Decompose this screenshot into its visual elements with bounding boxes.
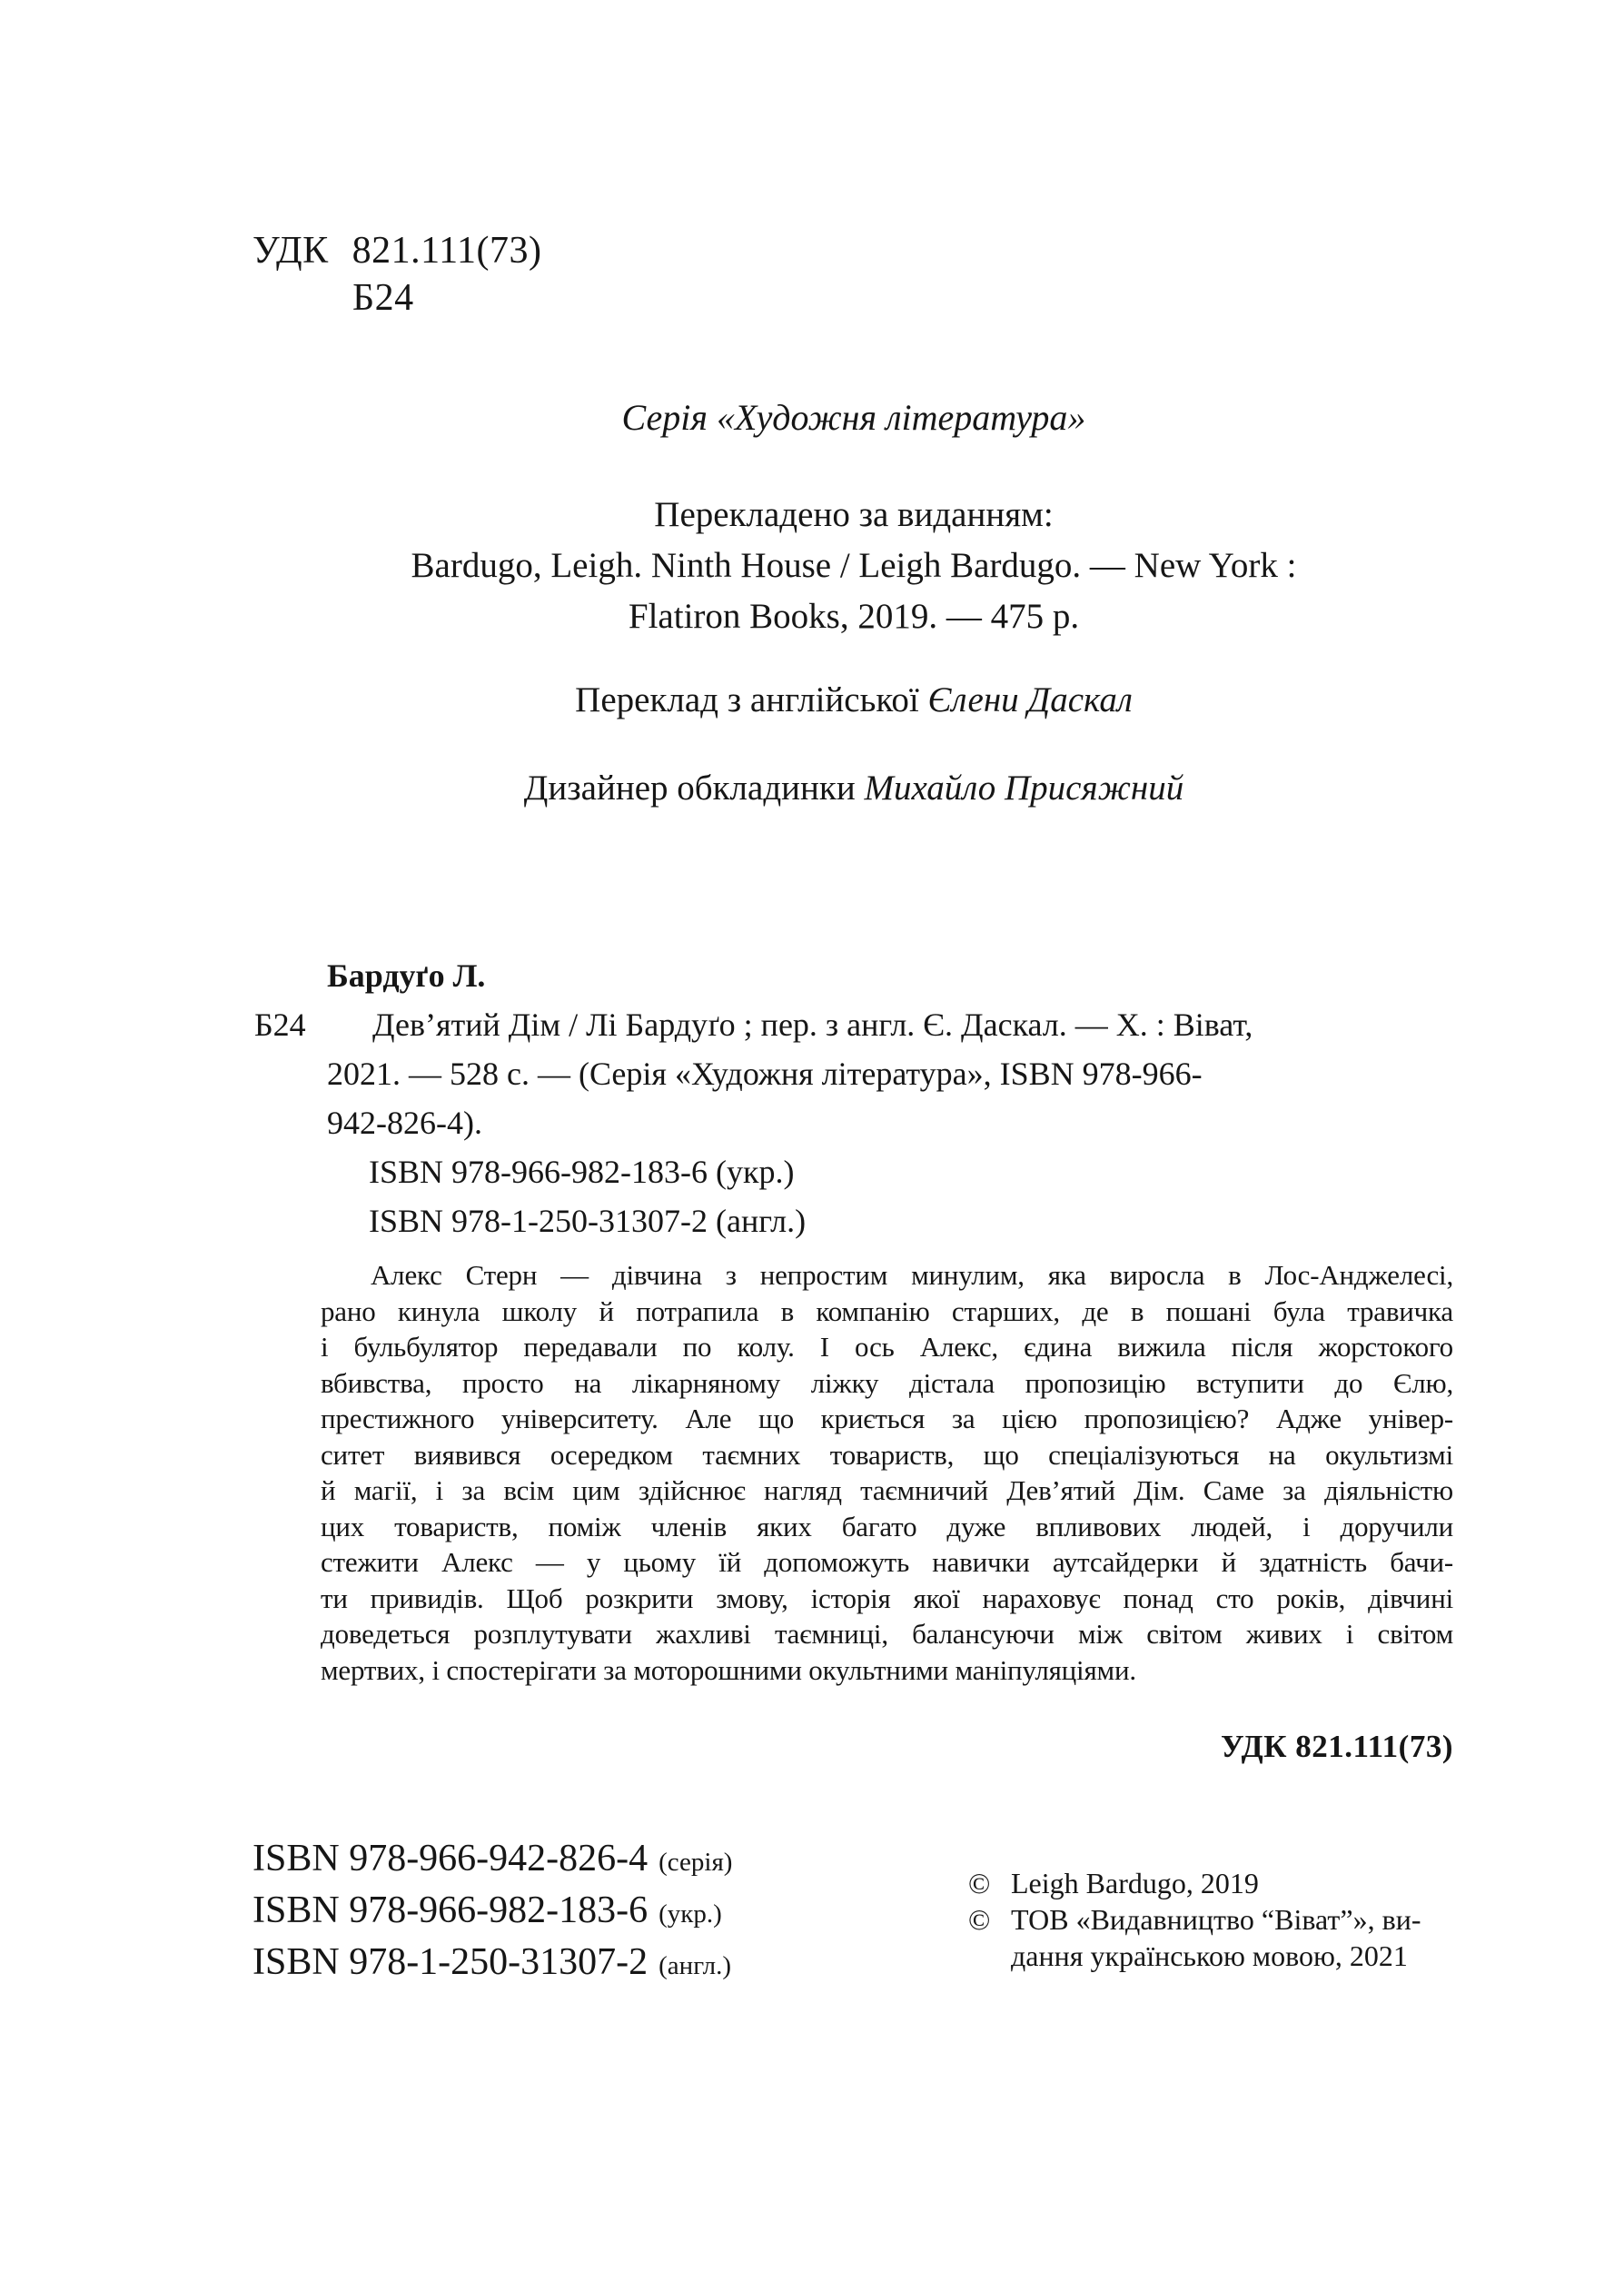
annotation-line: ситет виявився осередком таємних товариств, що спеціалізуються на окультизмі bbox=[321, 1438, 1453, 1471]
isbn-note: (англ.) bbox=[659, 1951, 731, 1980]
isbn-row bbox=[253, 1939, 732, 1990]
copyright-row bbox=[968, 1865, 1421, 1901]
catalog-entry-line2: 2021. — 528 с. — (Серія «Художня література», ISBN 978-966- bbox=[327, 1056, 1203, 1092]
udc-top-block bbox=[253, 227, 542, 322]
annotation-paragraph bbox=[321, 1257, 1453, 1688]
annotation-line: і бульбулятор передавали по колу. І ось Алекс, єдина вижила після жорстокого bbox=[321, 1331, 1453, 1363]
isbn-note: (укр.) bbox=[659, 1899, 722, 1929]
source-edition-line2: Flatiron Books, 2019. — 475 p. bbox=[628, 597, 1080, 636]
designer-name: Михайло Присяжний bbox=[864, 769, 1184, 808]
isbn-row bbox=[253, 1835, 732, 1887]
copyright-text: дання українською мовою, 2021 bbox=[1011, 1939, 1408, 1972]
udc-top-line bbox=[253, 227, 542, 274]
annotation-line: й магії, і за всім цим здійснює нагляд таємничий Дев’ятий Дім. Саме за діяльністю bbox=[321, 1474, 1453, 1506]
copyright-text: ТОВ «Видавництво “Віват”», ви- bbox=[1011, 1903, 1421, 1936]
catalog-entry-line1 bbox=[254, 1000, 1462, 1049]
catalog-author: Бардуґо Л. bbox=[327, 957, 486, 994]
annotation-line: цих товариств, поміж членів яких багато дуже впливових людей, і доручили bbox=[321, 1510, 1453, 1542]
copyright-row bbox=[968, 1901, 1421, 1938]
udc-bottom: УДК 821.111(73) bbox=[1220, 1729, 1453, 1764]
annotation-line: мертвих, і спостерігати за моторошними окультними маніпуляціями. bbox=[321, 1653, 1136, 1686]
catalog-entry-line3: 942-826-4). bbox=[327, 1105, 482, 1141]
annotation-line: рано кинула школу й потрапила в компанію старших, де в пошані була травичка bbox=[321, 1294, 1453, 1327]
annotation-line: стежити Алекс — у цьому їй допоможуть навички аутсайдерки й здатність бачи- bbox=[321, 1546, 1453, 1578]
copyright-symbol: © bbox=[968, 1867, 991, 1899]
isbn-list bbox=[253, 1835, 732, 1990]
annotation-line: доведеться розплутувати жахливі таємниці, балансуючи між світом живих і світом bbox=[321, 1618, 1453, 1650]
source-edition-line1: Bardugo, Leigh. Ninth House / Leigh Bardugo. — New York : bbox=[411, 546, 1297, 585]
copyright-text: Leigh Bardugo, 2019 bbox=[1011, 1867, 1259, 1899]
catalog-isbn-ukr: ISBN 978-966-982-183-6 (укр.) bbox=[369, 1154, 795, 1190]
isbn-row bbox=[253, 1887, 732, 1939]
isbn-note: (серія) bbox=[659, 1848, 733, 1877]
translated-from-heading: Перекладено за виданням: bbox=[654, 495, 1054, 534]
translated-from-block bbox=[254, 490, 1453, 642]
copyright-symbol: © bbox=[968, 1903, 991, 1936]
isbn-number: ISBN 978-1-250-31307-2 bbox=[253, 1941, 649, 1983]
copyright-list bbox=[968, 1865, 1421, 1974]
catalog-code: Б24 bbox=[254, 1007, 306, 1043]
catalog-isbn-eng: ISBN 978-1-250-31307-2 (англ.) bbox=[369, 1203, 807, 1239]
copyright-symbol bbox=[968, 1938, 1011, 1974]
catalog-entry-text: Дев’ятий Дім / Лі Бардуґо ; пер. з англ. Є. Даскал. — Х. : Віват, bbox=[372, 1007, 1253, 1043]
udc-value: 821.111(73) bbox=[352, 230, 542, 272]
designer-credit bbox=[254, 768, 1453, 808]
translator-credit bbox=[254, 679, 1453, 720]
isbn-number: ISBN 978-966-982-183-6 bbox=[253, 1889, 649, 1931]
udc-code: Б24 bbox=[352, 277, 414, 319]
annotation-line: Алекс Стерн — дівчина з непростим минулим, яка виросла в Лос-Анджелесі, bbox=[371, 1259, 1453, 1291]
series-title: Серія «Художня література» bbox=[621, 397, 1086, 438]
catalog-card bbox=[254, 951, 1462, 1245]
designer-prefix: Дизайнер обкладинки bbox=[523, 769, 865, 808]
isbn-number: ISBN 978-966-942-826-4 bbox=[253, 1838, 649, 1879]
copyright-row bbox=[968, 1938, 1421, 1974]
annotation-line: престижного університету. Але що криється за цією пропозицією? Адже універ- bbox=[321, 1403, 1453, 1434]
translator-name: Єлени Даскал bbox=[927, 680, 1133, 719]
udc-label: УДК bbox=[253, 230, 329, 272]
annotation-line: ти привидів. Щоб розкрити змову, історія якої нараховує понад сто років, дівчині bbox=[321, 1582, 1453, 1614]
annotation-line: вбивства, просто на лікарняному ліжку дістала пропозицію вступити до Єлю, bbox=[321, 1366, 1453, 1399]
translator-prefix: Переклад з англійської bbox=[575, 680, 928, 719]
